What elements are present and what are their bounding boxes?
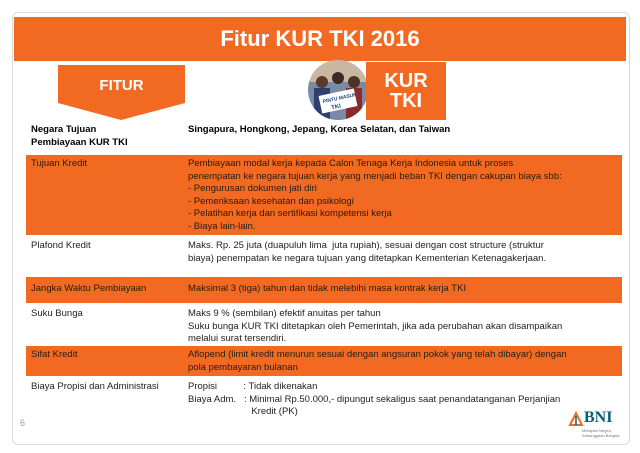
row-label: Jangka Waktu Pembiayaan (31, 283, 147, 294)
row-label: Negara Tujuan Pembiayaan KUR TKI (31, 124, 128, 148)
bni-logo-text: BNI (584, 409, 613, 426)
kur-header-line1: KUR (384, 70, 428, 92)
row-value: Aflopend (limit kredit menurun sesuai dengan angsuran pokok yang telah dibayar) dengan pola pembayaran bulanan (188, 349, 567, 373)
slide-title: Fitur KUR TKI 2016 (220, 26, 420, 51)
bni-mark-icon (568, 411, 584, 427)
kur-tki-header-box (366, 62, 446, 120)
page-number: 6 (20, 418, 26, 428)
row-label: Tujuan Kredit (31, 158, 88, 169)
title-banner (14, 17, 626, 61)
photo-sign-line2: TKI (330, 103, 342, 112)
kur-header-line2: TKI (389, 90, 423, 112)
row-label: Suku Bunga (31, 308, 83, 319)
table-row-sifat-kredit (26, 346, 622, 376)
row-value: Propisi : Tidak dikenakan Biaya Adm. : Minimal Rp.50.000,- dipungut sekaligus saat penandatanganan Perjanjian Kredit (PK) (188, 381, 561, 417)
row-value: Singapura, Hongkong, Jepang, Korea Selatan, dan Taiwan (188, 124, 451, 135)
row-value: Pembiayaan modal kerja kepada Calon Tenaga Kerja Indonesia untuk proses penempatan ke negara tujuan kerja yang menjadi beban TKI dengan cakupan biaya sbb: - Pengurusan dokumen jati diri - Pemeriksaan kesehatan dan psikologi - Pelatihan kerja dan sertifikasi kompetensi kerja - Biaya lain-lain. (188, 158, 562, 232)
photo-sign-line1: PINTU MASUK (322, 92, 358, 106)
table-row-suku-bunga (26, 305, 622, 345)
table-row-jangka-waktu (26, 277, 622, 303)
fitur-header-label: FITUR (99, 77, 144, 94)
bni-logo-tagline: Melayani Negeri, Kebanggaan Bangsa (582, 428, 620, 438)
row-value: Maks 9 % (sembilan) efektif anuitas per tahun Suku bunga KUR TKI ditetapkan oleh Pemerintah, jika ada perubahan akan disampaikan melalui surat tersendiri. (188, 308, 563, 344)
tki-photo (308, 60, 368, 120)
row-label: Sifat Kredit (31, 349, 78, 360)
row-label: Biaya Propisi dan Administrasi (31, 381, 159, 392)
row-value: Maks. Rp. 25 juta (duapuluh lima juta rupiah), sesuai dengan cost structure (struktur biaya) penempatan ke negara tujuan yang ditetapkan Kementerian Ketenagakerjaan. (188, 240, 547, 264)
table-row-plafond-kredit (26, 237, 622, 277)
table-row-negara-tujuan (26, 121, 622, 155)
table-row-biaya-propisi (26, 378, 622, 422)
table-row-tujuan-kredit (26, 155, 622, 235)
row-value: Maksimal 3 (tiga) tahun dan tidak melebihi masa kontrak kerja TKI (188, 283, 467, 294)
row-label: Plafond Kredit (31, 240, 91, 251)
bni-logo (568, 408, 626, 438)
